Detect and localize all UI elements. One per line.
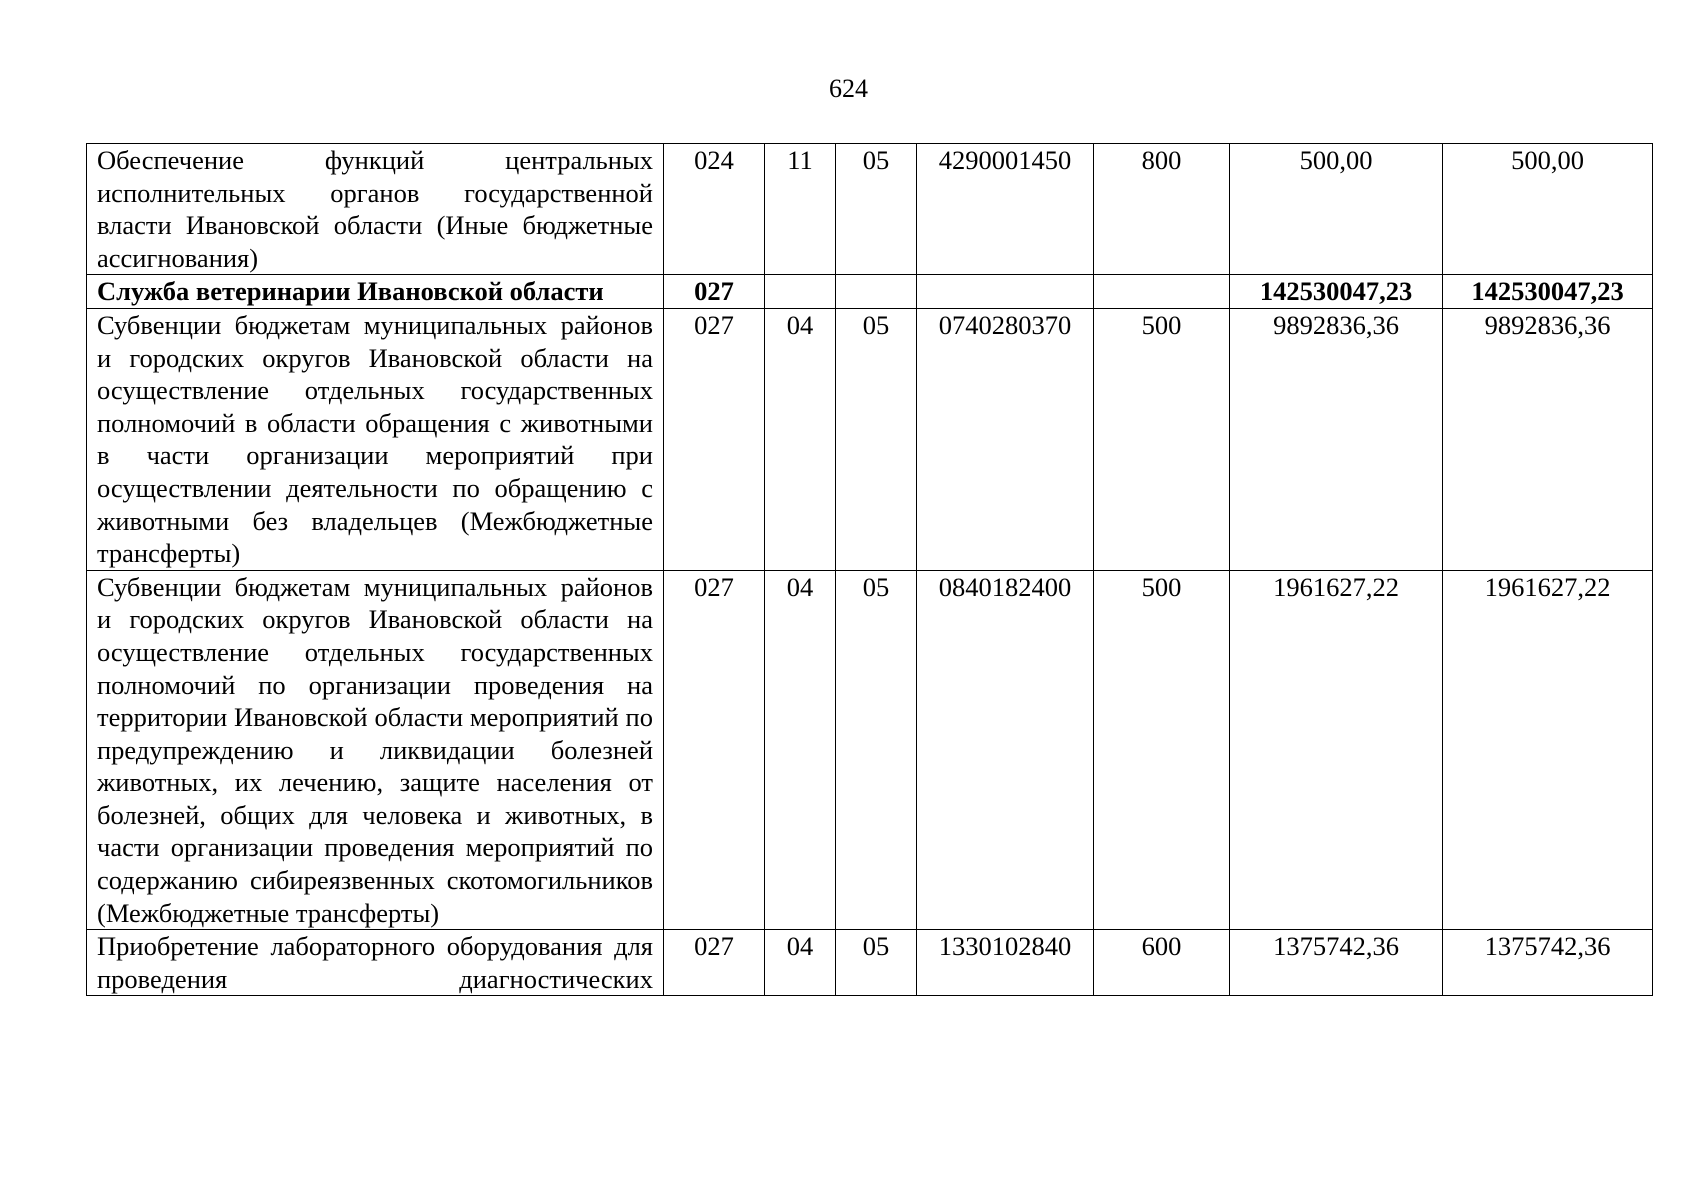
expense-name: Служба ветеринарии Ивановской области [87, 275, 664, 309]
target-code: 0840182400 [917, 570, 1094, 930]
table-row [87, 570, 1653, 930]
target-code: 4290001450 [917, 144, 1094, 275]
target-code: 1330102840 [917, 930, 1094, 996]
ministry-code: 027 [664, 930, 765, 996]
ministry-code: 027 [664, 308, 765, 570]
amount-1: 142530047,23 [1230, 275, 1443, 309]
page-number: 624 [829, 74, 868, 103]
expense-type-code: 500 [1094, 570, 1230, 930]
ministry-code: 027 [664, 570, 765, 930]
target-code [917, 275, 1094, 309]
expense-name: Обеспечение функций центральных исполнительных органов государственной власти Ивановской области (Иные бюджетные ассигнования) [87, 144, 664, 275]
subsection-code [836, 275, 917, 309]
amount-1: 500,00 [1230, 144, 1443, 275]
expense-name: Приобретение лабораторного оборудования для проведения диагностических [87, 930, 664, 996]
table-row [87, 144, 1653, 275]
amount-2: 142530047,23 [1443, 275, 1653, 309]
section-code [765, 275, 836, 309]
ministry-code: 024 [664, 144, 765, 275]
amount-1: 9892836,36 [1230, 308, 1443, 570]
table-row [87, 308, 1653, 570]
section-code: 11 [765, 144, 836, 275]
budget-table [86, 143, 1653, 996]
section-code: 04 [765, 308, 836, 570]
expense-type-code: 800 [1094, 144, 1230, 275]
section-code: 04 [765, 930, 836, 996]
ministry-code: 027 [664, 275, 765, 309]
expense-type-code: 600 [1094, 930, 1230, 996]
subsection-code: 05 [836, 308, 917, 570]
subsection-code: 05 [836, 144, 917, 275]
subsection-code: 05 [836, 930, 917, 996]
amount-2: 1961627,22 [1443, 570, 1653, 930]
target-code: 0740280370 [917, 308, 1094, 570]
amount-1: 1961627,22 [1230, 570, 1443, 930]
amount-2: 9892836,36 [1443, 308, 1653, 570]
section-code: 04 [765, 570, 836, 930]
expense-type-code: 500 [1094, 308, 1230, 570]
expense-type-code [1094, 275, 1230, 309]
amount-2: 1375742,36 [1443, 930, 1653, 996]
subsection-code: 05 [836, 570, 917, 930]
amount-1: 1375742,36 [1230, 930, 1443, 996]
expense-name: Субвенции бюджетам муниципальных районов и городских округов Ивановской области на осуществление отдельных государственных полномочий в области обращения с животными в части организации мероприятий при осуществлении деятельности по обращению с животными без владельцев (Межбюджетные трансферты) [87, 308, 664, 570]
table-row [87, 275, 1653, 309]
expense-name: Субвенции бюджетам муниципальных районов и городских округов Ивановской области на осуществление отдельных государственных полномочий по организации проведения на территории Ивановской области мероприятий по предупреждению и ликвидации болезней животных, их лечению, защите населения от болезней, общих для человека и животных, в части организации проведения мероприятий по содержанию сибиреязвенных скотомогильников (Межбюджетные трансферты) [87, 570, 664, 930]
table-row [87, 930, 1653, 996]
amount-2: 500,00 [1443, 144, 1653, 275]
